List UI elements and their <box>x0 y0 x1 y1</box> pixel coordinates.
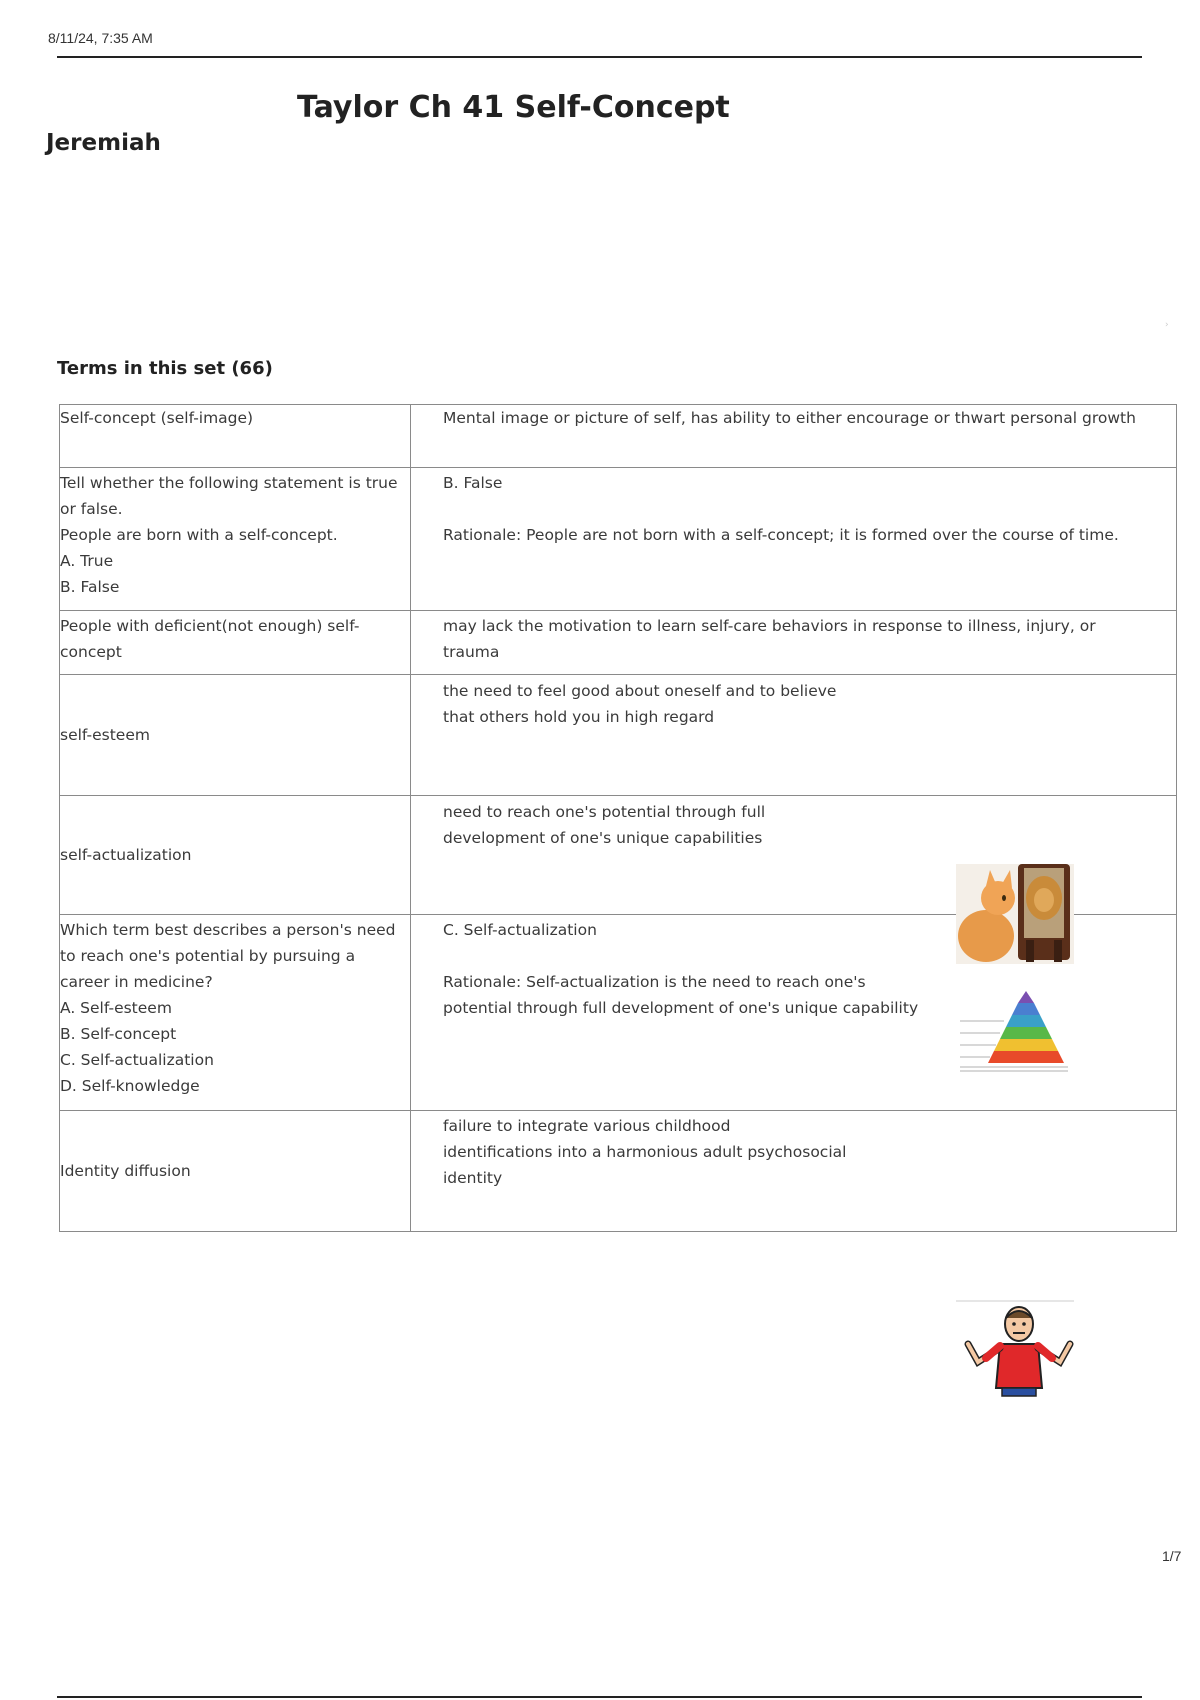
table-row <box>60 405 1177 468</box>
term-cell <box>60 675 411 796</box>
term-cell <box>60 1111 411 1232</box>
author-name[interactable]: Jeremiah <box>46 130 161 156</box>
table-row <box>60 468 1177 611</box>
table-row <box>60 675 1177 796</box>
header-divider <box>57 56 1142 58</box>
definition-text: failure to integrate various childhood identifications into a harmonious adult psychosocial identity <box>443 1117 847 1187</box>
definition-text: need to reach one's potential through full development of one's unique capabilities <box>443 803 766 847</box>
terms-table <box>59 404 1177 1232</box>
definition-cell <box>411 611 1177 675</box>
definition-cell <box>411 405 1177 468</box>
terms-heading: Terms in this set (66) <box>57 358 273 379</box>
table-row <box>60 1111 1177 1232</box>
kitten-mirror-image <box>956 864 1074 964</box>
term-text: Self-concept (self-image) <box>60 409 254 427</box>
shrugging-person-illustration <box>956 1300 1074 1403</box>
term-cell <box>60 405 411 468</box>
shrugging-person-image <box>956 1300 1074 1403</box>
page-title: Taylor Ch 41 Self-Concept <box>297 90 730 125</box>
kitten-mirror-illustration <box>956 864 1074 964</box>
maslow-pyramid-illustration <box>956 985 1074 1075</box>
term-text: self-esteem <box>60 726 150 744</box>
definition-text: Mental image or picture of self, has ability to either encourage or thwart personal growth <box>443 409 1136 427</box>
term-cell <box>60 611 411 675</box>
definition-text: B. False Rationale: People are not born with a self-concept; it is formed over the course of time. <box>443 474 1119 544</box>
term-cell <box>60 915 411 1111</box>
term-text: Tell whether the following statement is true or false. People are born with a self-concept. A. True B. False <box>60 474 398 596</box>
definition-cell <box>411 1111 1177 1232</box>
definition-text: the need to feel good about oneself and to believe that others hold you in high regard <box>443 682 837 726</box>
timestamp: 8/11/24, 7:35 AM <box>48 30 153 46</box>
definition-text: C. Self-actualization Rationale: Self-actualization is the need to reach one's potential through full development of one's unique capability <box>443 921 919 1017</box>
footer-divider <box>57 1696 1142 1698</box>
term-text: People with deficient(not enough) self-concept <box>60 617 360 661</box>
term-text: Which term best describes a person's need to reach one's potential by pursuing a career in medicine? A. Self-esteem B. Self-concept C. Self-actualization D. Self-knowledge <box>60 921 396 1095</box>
term-text: self-actualization <box>60 846 192 864</box>
decorative-mark: › <box>1165 320 1169 330</box>
page-number: 1/7 <box>1162 1548 1182 1564</box>
term-cell <box>60 468 411 611</box>
definition-text: may lack the motivation to learn self-care behaviors in response to illness, injury, or trauma <box>443 617 1096 661</box>
maslow-pyramid-image <box>956 985 1074 1075</box>
term-cell <box>60 796 411 915</box>
definition-cell <box>411 468 1177 611</box>
term-text: Identity diffusion <box>60 1162 191 1180</box>
table-row <box>60 611 1177 675</box>
definition-cell <box>411 675 1177 796</box>
